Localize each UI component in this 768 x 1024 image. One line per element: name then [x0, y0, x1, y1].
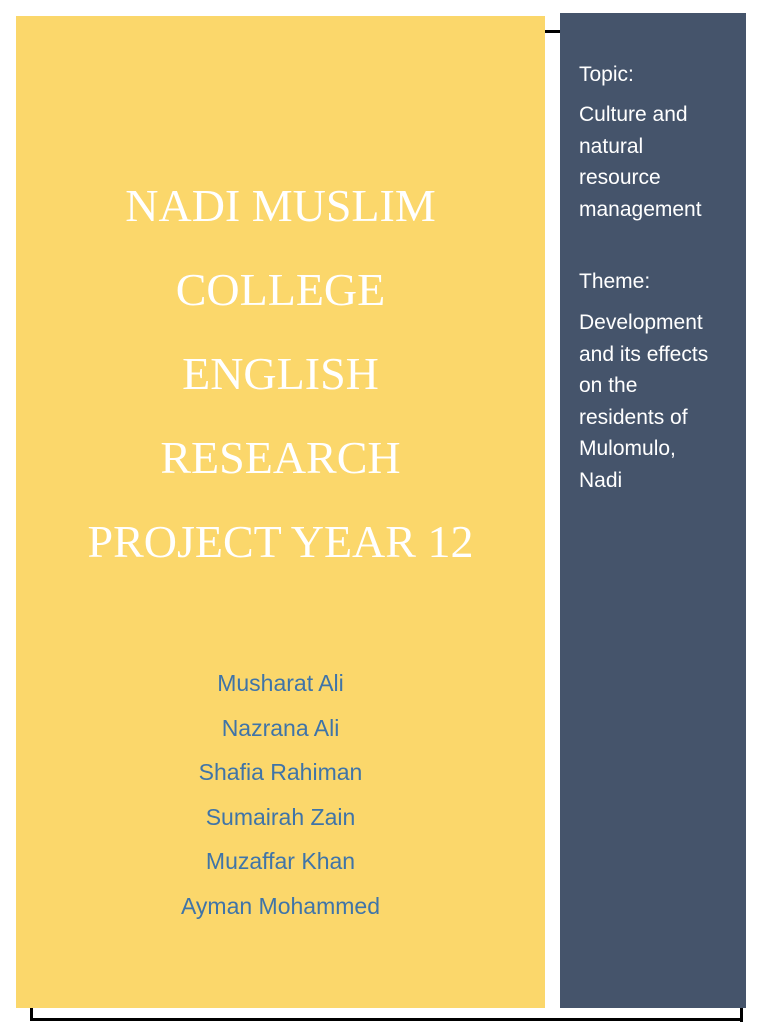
cover-title-line: NADI MUSLIM — [125, 180, 436, 231]
theme-text-line: on the — [579, 374, 638, 397]
author-name: Sumairah Zain — [205, 803, 356, 830]
theme-text-line: and its effects — [579, 342, 709, 366]
author-name: Muzaffar Khan — [205, 848, 356, 875]
theme-text-line: Mulomulo, — [579, 437, 676, 460]
frame-line-bottom — [30, 1018, 743, 1021]
theme-text-line: Nadi — [579, 468, 623, 492]
theme-text — [579, 307, 744, 496]
theme-text-line: Development — [579, 311, 703, 334]
topic-text-line: Culture and — [579, 103, 688, 126]
author-name: Shafia Rahiman — [198, 759, 363, 786]
cover-panel — [16, 16, 545, 1008]
author-name: Musharat Ali — [217, 670, 344, 696]
topic-label: Topic: — [579, 63, 634, 86]
cover-title-line: PROJECT YEAR 12 — [87, 516, 474, 567]
theme-label: Theme: — [579, 270, 651, 293]
author-name: Ayman Mohammed — [181, 892, 380, 919]
topic-text-line: management — [579, 197, 702, 221]
theme-text-line: residents of — [579, 405, 688, 429]
cover-title — [16, 164, 545, 584]
cover-title-line: RESEARCH — [160, 432, 401, 483]
author-list — [16, 661, 545, 929]
author-name: Nazrana Ali — [221, 714, 340, 741]
topic-text-line: resource — [579, 166, 661, 189]
cover-title-line: ENGLISH — [182, 348, 379, 399]
sidebar-panel — [560, 13, 746, 1008]
topic-text-line: natural — [579, 134, 644, 158]
frame-line-left — [30, 1006, 33, 1021]
cover-title-line: COLLEGE — [175, 264, 386, 315]
topic-text — [579, 99, 744, 225]
